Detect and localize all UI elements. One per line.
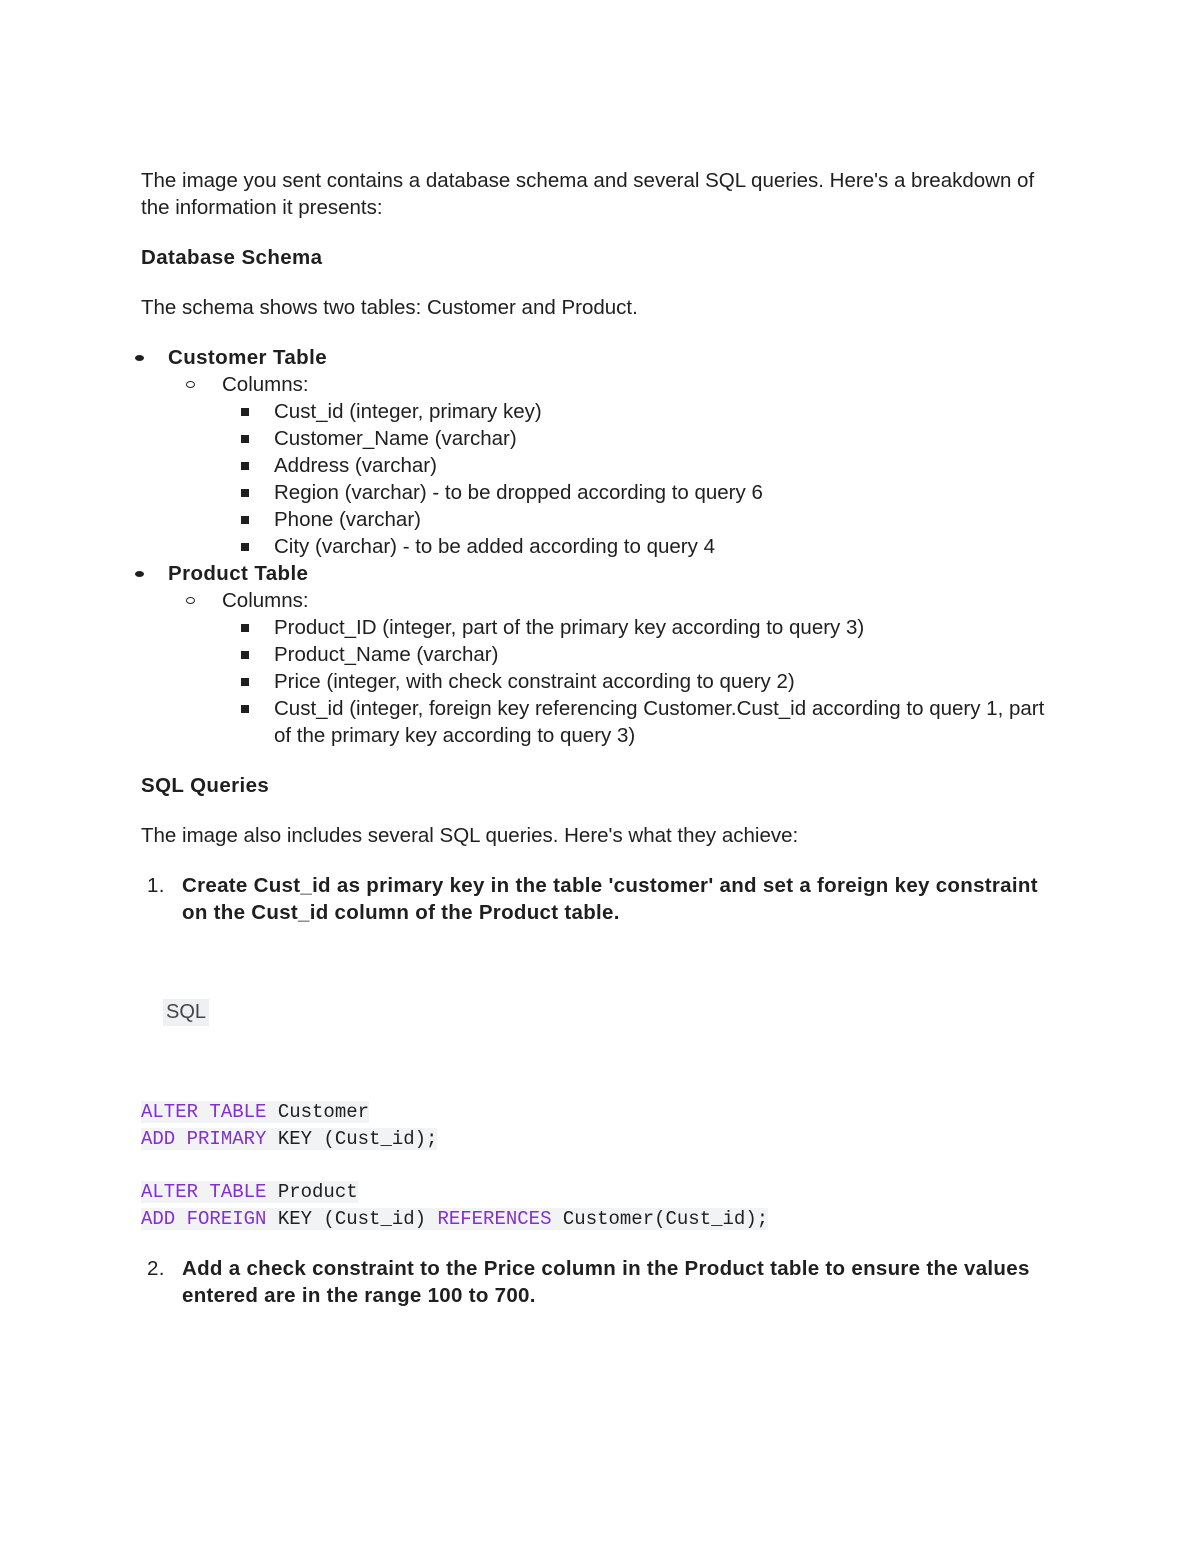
list-item: Cust_id (integer, foreign key referencing Customer.Cust_id according to query 1, part of the primary key according to query 3) (195, 695, 1061, 749)
list-item: Product_Name (varchar) (195, 641, 1061, 668)
query-item-2 (141, 1255, 1061, 1309)
columns-list (168, 587, 1061, 749)
column-items (195, 614, 1061, 749)
code-keyword: ADD FOREIGN (141, 1207, 267, 1230)
code-keyword: ADD PRIMARY (141, 1127, 267, 1150)
code-line (141, 1206, 1061, 1233)
code-blank-line (141, 1152, 1061, 1179)
list-item: Customer_Name (varchar) (195, 425, 1061, 452)
columns-label: Columns: (222, 589, 309, 612)
columns-label: Columns: (222, 373, 309, 396)
query-number: 2. (147, 1257, 165, 1280)
code-line (141, 1179, 1061, 1206)
list-item: Region (varchar) - to be dropped according to query 6 (195, 479, 1061, 506)
list-item: Price (integer, with check constraint according to query 2) (195, 668, 1061, 695)
code-text: Customer (266, 1101, 370, 1123)
list-item: Cust_id (integer, primary key) (195, 398, 1061, 425)
code-line (141, 1099, 1061, 1126)
intro-paragraph: The image you sent contains a database schema and several SQL queries. Here's a breakdown of the information it presents: (141, 169, 1035, 219)
list-item: Phone (varchar) (195, 506, 1061, 533)
query-text: Add a check constraint to the Price column in the Product table to ensure the values entered are in the range 100 to 700. (182, 1257, 1030, 1307)
code-line (141, 1126, 1061, 1153)
queries-heading: SQL Queries (141, 774, 270, 797)
document-page (141, 167, 1061, 1309)
table-name: Product Table (168, 562, 309, 585)
code-text: KEY (Cust_id); (266, 1127, 438, 1150)
query-text: Create Cust_id as primary key in the table 'customer' and set a foreign key constraint on the Cust_id column of the Product table. (182, 874, 1038, 924)
code-text: Customer(Cust_id); (551, 1207, 769, 1230)
query-item-1 (141, 872, 1061, 926)
code-block (141, 1099, 1061, 1232)
query-number: 1. (147, 874, 165, 897)
list-item: Address (varchar) (195, 452, 1061, 479)
schema-heading: Database Schema (141, 246, 323, 269)
queries-summary: The image also includes several SQL queries. Here's what they achieve: (141, 824, 799, 847)
table-name: Customer Table (168, 346, 327, 369)
code-text: Product (266, 1181, 358, 1203)
schema-summary: The schema shows two tables: Customer and Product. (141, 296, 638, 319)
code-keyword: REFERENCES (437, 1207, 552, 1230)
code-text: KEY (Cust_id) (266, 1207, 438, 1230)
code-language-label: SQL (163, 999, 209, 1026)
list-item: Product_ID (integer, part of the primary key according to query 3) (195, 614, 1061, 641)
list-item-columns (168, 371, 1061, 560)
list-item-columns (168, 587, 1061, 749)
columns-list (168, 371, 1061, 560)
list-item-product-table (141, 560, 1061, 749)
table-list (141, 344, 1061, 749)
list-item-customer-table (141, 344, 1061, 560)
list-item: City (varchar) - to be added according to query 4 (195, 533, 1061, 560)
code-keyword: ALTER TABLE (141, 1181, 267, 1203)
code-keyword: ALTER TABLE (141, 1101, 267, 1123)
column-items (195, 398, 1061, 560)
